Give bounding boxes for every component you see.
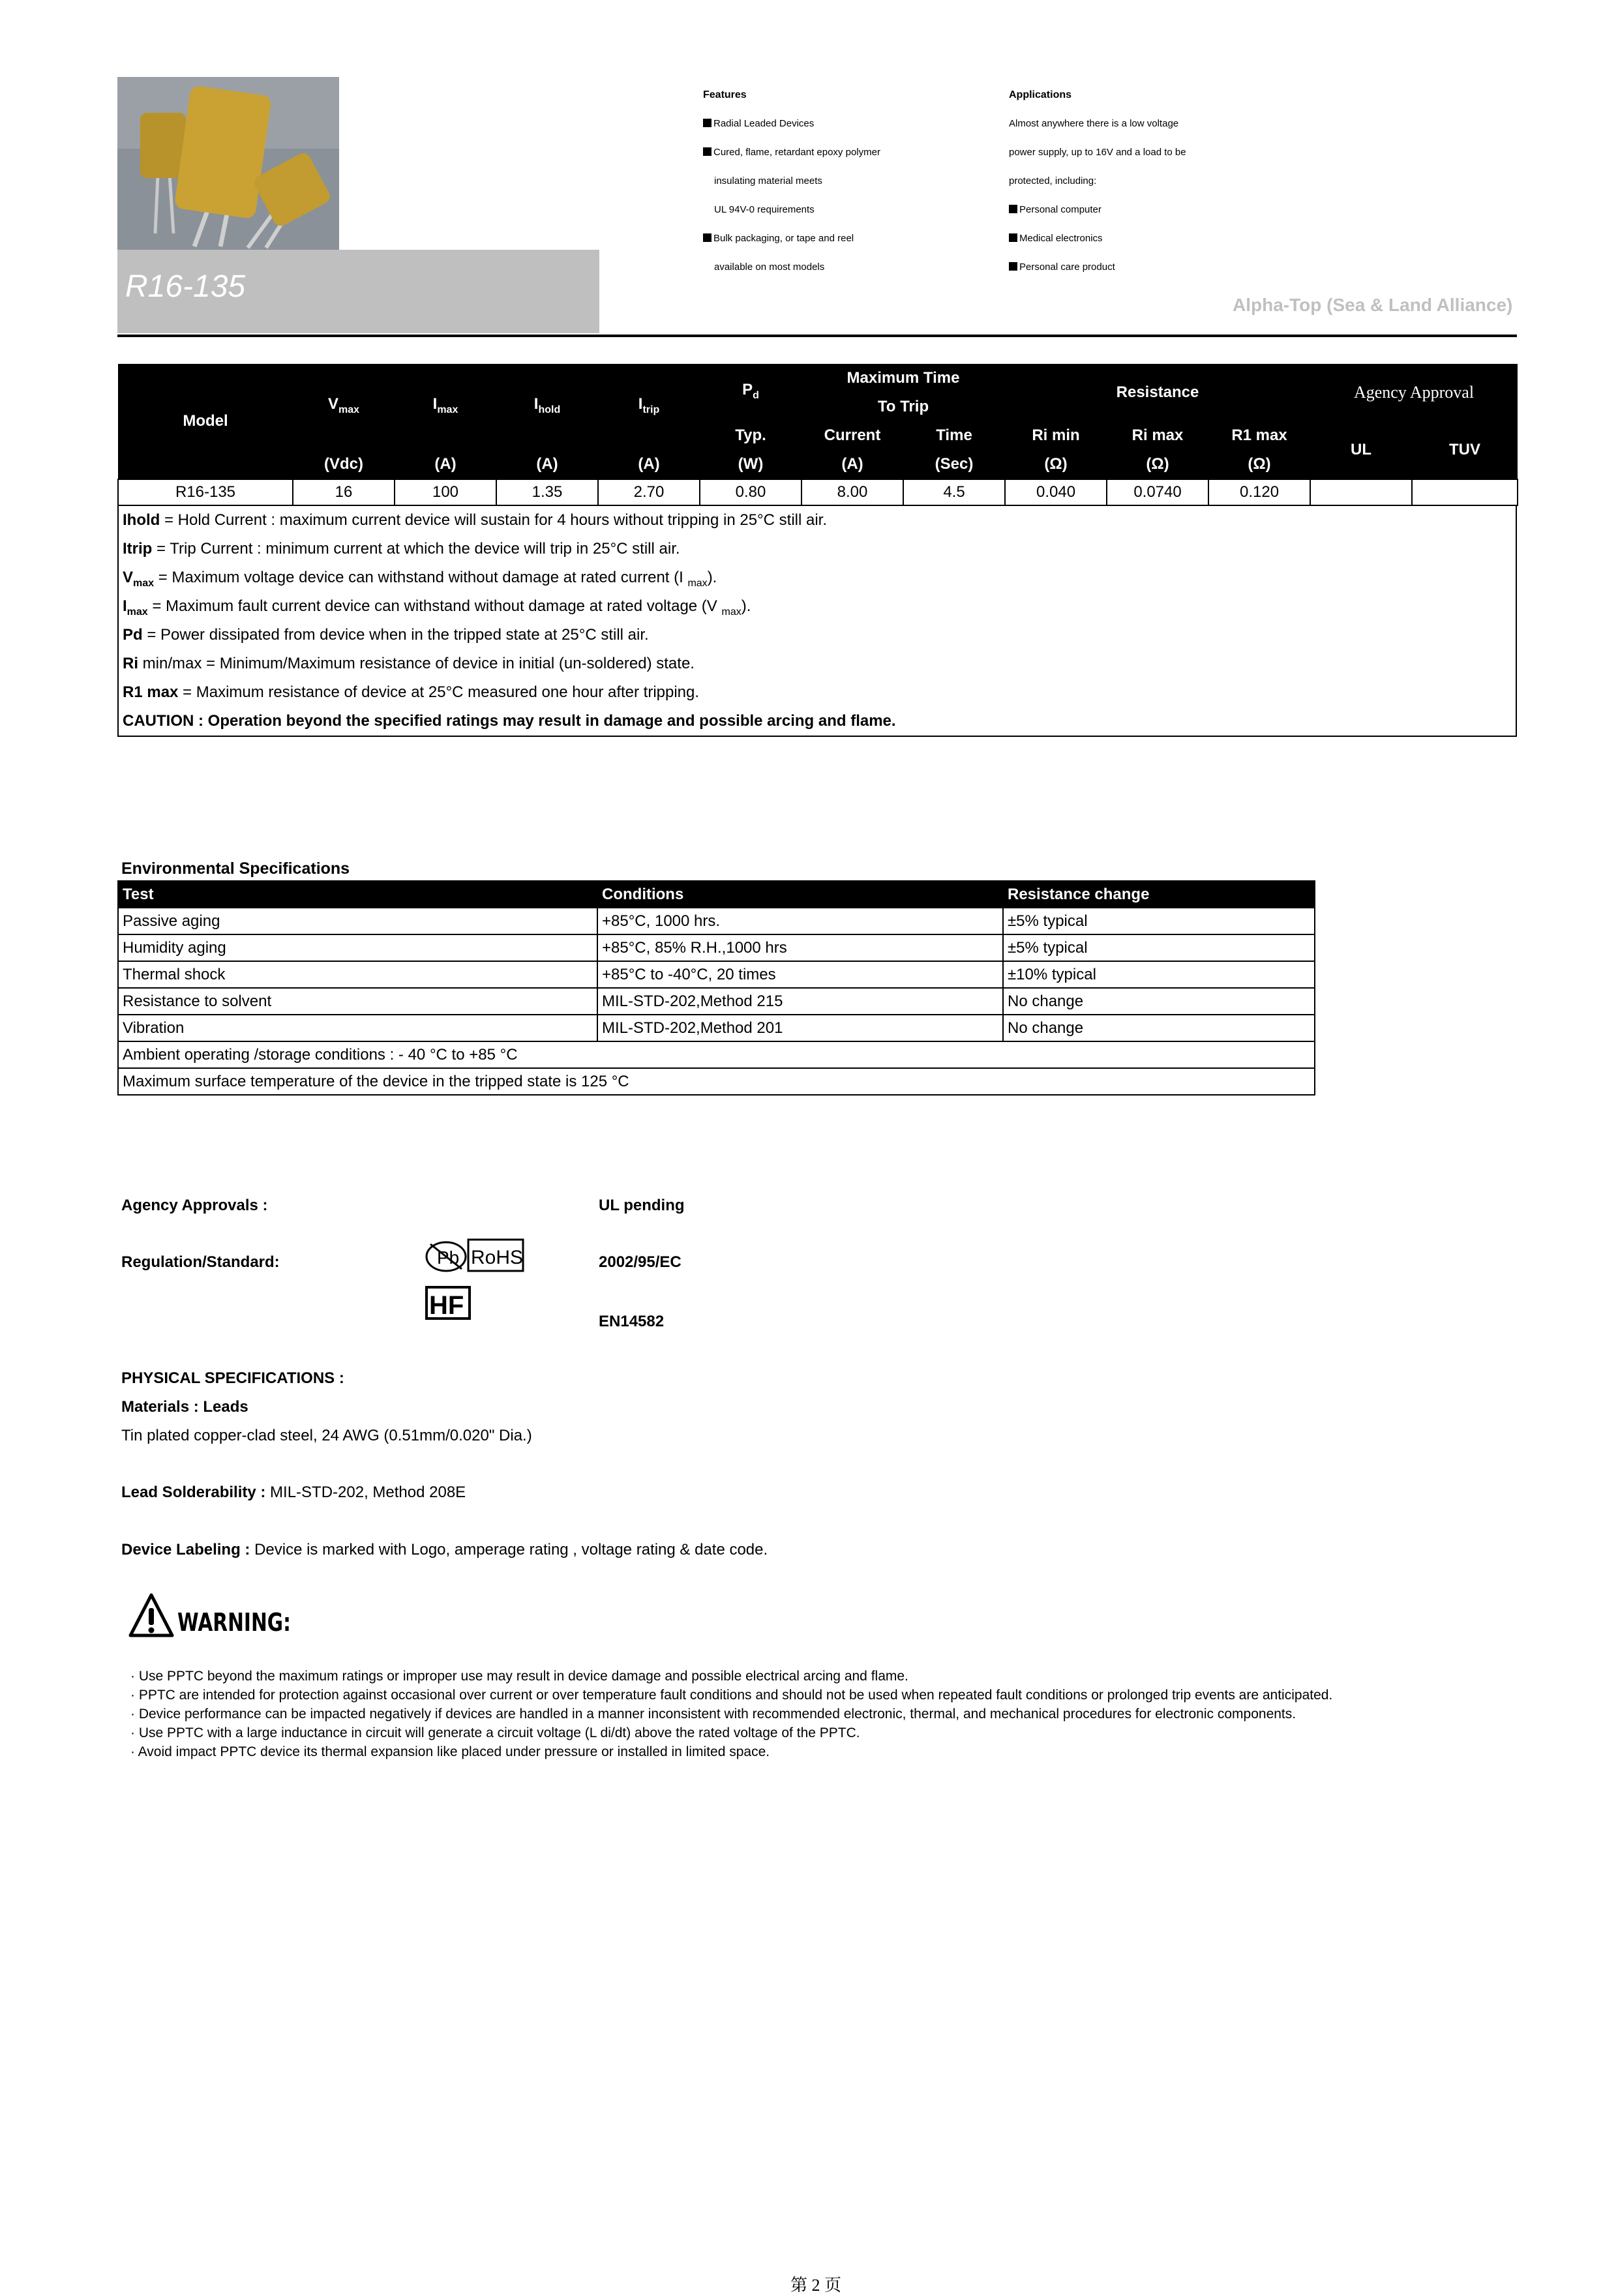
header-pd: $P_d$ — [700, 364, 802, 421]
header-model: Model — [118, 364, 293, 479]
list-item: available on most models — [714, 261, 825, 273]
ratings-section — [117, 364, 1517, 737]
header-ri-min: Ri min — [1005, 421, 1107, 450]
note-ihold: Ihold = Hold Current : maximum current device will sustain for 4 hours without tripping in 25°C still air. — [123, 511, 827, 529]
hf-value: EN14582 — [599, 1313, 665, 1330]
cell-resistance-change: ±10% typical — [1003, 961, 1315, 988]
bullet-square-icon — [1009, 233, 1017, 242]
cell-conditions: MIL-STD-202,Method 201 — [597, 1015, 1003, 1041]
table-row — [118, 479, 1518, 505]
table-row — [118, 1068, 1315, 1095]
caution-note: CAUTION : Operation beyond the specified ratings may result in damage and possible arcing and flame. — [123, 712, 896, 730]
cell-test: Resistance to solvent — [118, 988, 597, 1015]
environmental-title: Environmental Specifications — [121, 859, 350, 878]
bullet-square-icon — [703, 119, 712, 127]
applications-title: Applications — [1009, 89, 1072, 100]
brand-name: Alpha-Top (Sea & Land Alliance) — [1233, 295, 1513, 315]
environmental-table — [117, 880, 1315, 1096]
warning-list — [130, 1667, 1332, 1761]
cell-tuv — [1412, 479, 1518, 505]
cell-resistance-change: No change — [1003, 1015, 1315, 1041]
warning-title: WARNING: — [177, 1608, 291, 1637]
warning-logo — [128, 1592, 175, 1639]
product-photo — [117, 77, 339, 250]
unit-vmax: (Vdc) — [293, 450, 395, 479]
rohs-value: 2002/95/EC — [599, 1253, 682, 1271]
max-surface-temperature: Maximum surface temperature of the device in the tripped state is 125 °C — [118, 1068, 1315, 1095]
list-item: · Use PPTC beyond the maximum ratings or improper use may result in device damage and possible electrical arcing and flame. — [130, 1669, 908, 1684]
list-item: UL 94V-0 requirements — [714, 204, 815, 215]
cell-itrip: 2.70 — [598, 479, 700, 505]
unit-pd: (W) — [700, 450, 802, 479]
cell-imax: 100 — [395, 479, 496, 505]
header-itrip: $I_{trip}$ — [598, 364, 700, 450]
ambient-conditions: Ambient operating /storage conditions : - 40 °C to +85 °C — [118, 1041, 1315, 1068]
table-row — [118, 1041, 1315, 1068]
cell-ihold: 1.35 — [496, 479, 598, 505]
header-resistance: Resistance — [1005, 364, 1310, 421]
list-item: Bulk packaging, or tape and reel — [703, 224, 880, 253]
header-ihold: $I_{hold}$ — [496, 364, 598, 450]
unit-time: (Sec) — [903, 450, 1005, 479]
list-item: Cured, flame, retardant epoxy polymer — [703, 138, 880, 167]
unit-ihold: (A) — [496, 450, 598, 479]
features-title: Features — [703, 89, 747, 100]
note-r1: R1 max = Maximum resistance of device at 25°C measured one hour after tripping. — [123, 683, 700, 701]
cell-conditions: +85°C to -40°C, 20 times — [597, 961, 1003, 988]
list-item: power supply, up to 16V and a load to be — [1009, 147, 1186, 158]
model-title: R16-135 — [125, 269, 246, 304]
page-number: 第 2 页 — [790, 2276, 842, 2295]
bullet-square-icon — [1009, 262, 1017, 271]
column-header: Resistance change — [1003, 881, 1315, 908]
unit-ri-max: (Ω) — [1107, 450, 1208, 479]
agency-approvals-label: Agency Approvals : — [121, 1197, 268, 1214]
header-imax: $I_{max}$ — [395, 364, 496, 450]
cell-pd: 0.80 — [700, 479, 802, 505]
cell-conditions: +85°C, 85% R.H.,1000 hrs — [597, 934, 1003, 961]
note-imax: $I_{max}$ = Maximum fault current device can withstand without damage at rated voltage (V $_{max}$). — [123, 597, 751, 618]
unit-ri-min: (Ω) — [1005, 450, 1107, 479]
header-pd-typ: Typ. — [700, 421, 802, 450]
note-ri: Ri min/max = Minimum/Maximum resistance of device in initial (un-soldered) state. — [123, 655, 695, 672]
header-r1-max: R1 max — [1208, 421, 1310, 450]
list-item: · Use PPTC with a large inductance in circuit will generate a circuit voltage (L di/dt) above the rated voltage of the PPTC. — [130, 1725, 860, 1740]
list-item: Personal care product — [1009, 253, 1186, 282]
materials-text: Tin plated copper-clad steel, 24 AWG (0.51mm/0.020" Dia.) — [121, 1427, 532, 1444]
device-labeling: Device Labeling : Device is marked with Logo, amperage rating , voltage rating & date code. — [121, 1541, 768, 1558]
list-item: · Device performance can be impacted negatively if devices are handled in a manner inconsistent with recommended electronic, thermal, and mechanical procedures for electronic components. — [130, 1707, 1296, 1722]
list-item: insulating material meets — [714, 175, 822, 186]
header-divider — [117, 335, 1517, 337]
unit-itrip: (A) — [598, 450, 700, 479]
list-item: Almost anywhere there is a low voltage — [1009, 118, 1179, 129]
bullet-square-icon — [703, 147, 712, 156]
applications-list — [1009, 81, 1186, 282]
cell-resistance-change: ±5% typical — [1003, 908, 1315, 934]
table-row — [118, 934, 1315, 961]
header-agency-approval: Agency Approval — [1310, 364, 1518, 421]
regulation-label: Regulation/Standard: — [121, 1253, 280, 1271]
unit-current: (A) — [802, 450, 903, 479]
agency-approvals-value: UL pending — [599, 1197, 685, 1214]
unit-r1-max: (Ω) — [1208, 450, 1310, 479]
rohs-icon — [424, 1238, 526, 1274]
hf-logo — [425, 1286, 472, 1320]
device-illustration — [117, 77, 339, 250]
cell-ri-min: 0.040 — [1005, 479, 1107, 505]
cell-ri-max: 0.0740 — [1107, 479, 1208, 505]
list-item: · PPTC are intended for protection against occasional over current or over temperature fault conditions and should not be used when repeated fault conditions or prolonged trip events are anticipated. — [130, 1688, 1333, 1703]
cell-time: 4.5 — [903, 479, 1005, 505]
warning-triangle-icon — [128, 1592, 175, 1639]
header-current: Current — [802, 421, 903, 450]
rohs-logo — [424, 1238, 526, 1274]
header-ul: UL — [1310, 421, 1412, 479]
list-item: protected, including: — [1009, 175, 1097, 186]
note-vmax: $V_{max}$ = Maximum voltage device can withstand without damage at rated current (I $_{max}$). — [123, 569, 717, 589]
header-ri-max: Ri max — [1107, 421, 1208, 450]
lead-solderability: Lead Solderability : MIL-STD-202, Method 208E — [121, 1483, 466, 1501]
table-row — [118, 908, 1315, 934]
note-pd: Pd = Power dissipated from device when in the tripped state at 25°C still air. — [123, 626, 649, 644]
physical-title: PHYSICAL SPECIFICATIONS : — [121, 1369, 344, 1387]
cell-test: Thermal shock — [118, 961, 597, 988]
cell-current: 8.00 — [802, 479, 903, 505]
table-row — [118, 1015, 1315, 1041]
ratings-notes — [117, 506, 1517, 737]
column-header: Conditions — [597, 881, 1003, 908]
table-row — [118, 961, 1315, 988]
cell-conditions: MIL-STD-202,Method 215 — [597, 988, 1003, 1015]
svg-text:RoHS: RoHS — [471, 1247, 524, 1268]
note-itrip: Itrip = Trip Current : minimum current at which the device will trip in 25°C still air. — [123, 540, 680, 558]
cell-vmax: 16 — [293, 479, 395, 505]
cell-resistance-change: No change — [1003, 988, 1315, 1015]
column-header: Test — [118, 881, 597, 908]
header-vmax: $V_{max}$ — [293, 364, 395, 450]
unit-imax: (A) — [395, 450, 496, 479]
svg-text:HF: HF — [429, 1291, 464, 1320]
materials-label: Materials : Leads — [121, 1398, 248, 1416]
list-item: Personal computer — [1009, 196, 1186, 224]
header-max-time: Maximum Time — [802, 364, 1005, 393]
cell-test: Passive aging — [118, 908, 597, 934]
header-tuv: TUV — [1412, 421, 1518, 479]
cell-ul — [1310, 479, 1412, 505]
cell-model: R16-135 — [118, 479, 293, 505]
cell-resistance-change: ±5% typical — [1003, 934, 1315, 961]
svg-text:Pb: Pb — [437, 1247, 460, 1268]
halogen-free-icon — [425, 1286, 472, 1320]
features-list — [703, 81, 880, 282]
cell-test: Vibration — [118, 1015, 597, 1041]
cell-test: Humidity aging — [118, 934, 597, 961]
table-row — [118, 988, 1315, 1015]
header-time: Time — [903, 421, 1005, 450]
bullet-square-icon — [1009, 205, 1017, 213]
cell-conditions: +85°C, 1000 hrs. — [597, 908, 1003, 934]
list-item: Radial Leaded Devices — [703, 110, 880, 138]
header-to-trip: To Trip — [802, 393, 1005, 421]
list-item: · Avoid impact PPTC device its thermal expansion like placed under pressure or installed in limited space. — [130, 1744, 770, 1759]
bullet-square-icon — [703, 233, 712, 242]
list-item: Medical electronics — [1009, 224, 1186, 253]
cell-r1-max: 0.120 — [1208, 479, 1310, 505]
environmental-section — [117, 880, 1314, 1096]
ratings-table — [117, 364, 1518, 506]
